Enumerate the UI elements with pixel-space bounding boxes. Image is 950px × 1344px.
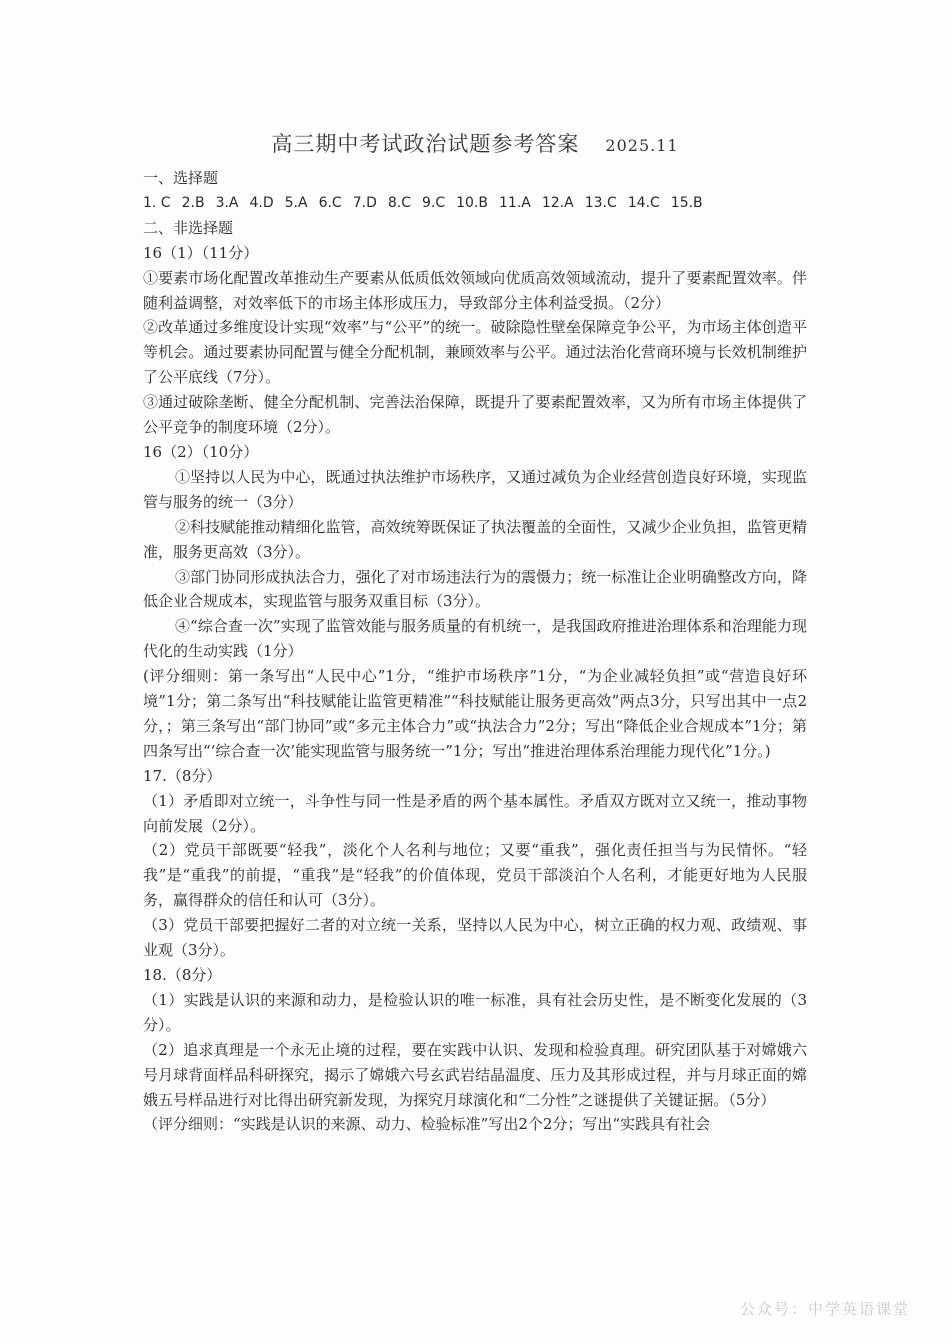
question-18-scoring: （评分细则：“实践是认识的来源、动力、检验标准”写出2个2分；写出“实践具有社会 <box>143 1115 711 1134</box>
question-16-1-point: ②改革通过多维度设计实现“效率”与“公平”的统一。破除隐性壁垒保障竞争公平，为市场主体创造平等机会。通过要素协同配置与健全分配机制，兼顾效率与公平。通过法治化营商环境与长效机制维护了公平底线（7分）。 <box>143 318 807 387</box>
answer-item: 6.C <box>318 194 342 211</box>
answer-item: 14.C <box>627 194 660 211</box>
choice-answers <box>143 191 807 216</box>
question-16-2-point: ④“综合查一次”实现了监管效能与服务质量的有机统一，是我国政府推进治理体系和治理能力现代化的生动实践（1分） <box>143 617 807 661</box>
question-18-point: （2）追求真理是一个永无止境的过程，要在实践中认识、发现和检验真理。研究团队基于对嫦娥六号月球背面样品科研探究，揭示了嫦娥六号玄武岩结晶温度、压力及其形成过程，并与月球正面的嫦娥五号样品进行对比得出研究新发现，为探究月球演化和“二分性”之谜提供了关键证据。（5分） <box>143 1040 807 1109</box>
title-text: 高三期中考试政治试题参考答案 <box>271 132 580 156</box>
question-16-1-point: ③通过破除垄断、健全分配机制、完善法治保障，既提升了要素配置效率，又为所有市场主体提供了公平竞争的制度环境（2分）。 <box>143 393 807 437</box>
question-16-2-scoring: (评分细则：第一条写出“人民中心”1分，“维护市场秩序”1分，“为企业减轻负担”或“营造良好环境”1分；第二条写出“科技赋能让监管更精准”“科技赋能让服务更高效”两点3分，只写出其中一点2分，；第三条写出“部门协同”或“多元主体合力”或“执法合力”2分；写出“降低企业合规成本”1分；第四条写出“‘综合查一次’能实现监管与服务统一”1分；写出“推进治理体系治理能力现代化”1分。) <box>143 667 807 760</box>
content-body <box>143 166 807 1137</box>
question-18-heading: 18.（8分） <box>143 966 222 984</box>
answer-item: 8.C <box>387 194 411 211</box>
section-heading-nonchoice: 二、非选择题 <box>143 218 234 237</box>
question-17-heading: 17.（8分） <box>143 766 222 785</box>
answer-item: 3.A <box>215 194 239 211</box>
answer-item: 10.B <box>456 194 489 211</box>
answer-item: 1. C <box>143 194 171 211</box>
answer-item: 2.B <box>181 194 205 211</box>
question-17-point: （3）党员干部要把握好二者的对立统一关系，坚持以人民为中心，树立正确的权力观、政绩观、事业观（3分）。 <box>143 916 807 960</box>
question-16-2-point: ③部门协同形成执法合力，强化了对市场违法行为的震慑力；统一标准让企业明确整改方向，降低企业合规成本，实现监管与服务双重目标（3分）。 <box>143 567 807 611</box>
question-17-point: （2）党员干部既要“轻我”，淡化个人名利与地位；又要“重我”，强化责任担当与为民情怀。“轻我”是“重我”的前提，“重我”是“轻我”的价值体现，党员干部淡泊个人名利，才能更好地为人民服务，赢得群众的信任和认可（3分）。 <box>143 841 807 910</box>
question-16-2-heading: 16（2）（10分） <box>143 442 259 461</box>
page-title <box>0 128 950 158</box>
answer-item: 7.D <box>352 194 377 211</box>
question-16-2-point: ①坚持以人民为中心，既通过执法维护市场秩序，又通过减负为企业经营创造良好环境，实现监管与服务的统一（3分） <box>143 467 807 511</box>
question-16-1-heading: 16（1）（11分） <box>143 243 259 262</box>
watermark: 公众号：中学英语课堂 <box>739 1300 910 1318</box>
answer-item: 11.A <box>499 194 531 211</box>
question-17-point: （1）矛盾即对立统一，斗争性与同一性是矛盾的两个基本属性。矛盾双方既对立又统一，推动事物向前发展（2分）。 <box>143 791 807 835</box>
question-18-point: （1）实践是认识的来源和动力，是检验认识的唯一标准，具有社会历史性，是不断变化发展的（3分）。 <box>143 990 807 1034</box>
title-date: 2025.11 <box>605 136 679 155</box>
answer-item: 13.C <box>584 194 617 211</box>
answer-item: 12.A <box>541 194 574 211</box>
answer-item: 15.B <box>670 194 703 211</box>
answer-item: 5.A <box>284 194 308 211</box>
question-16-1-point: ①要素市场化配置改革推动生产要素从低质低效领域向优质高效领域流动，提升了要素配置效率。伴随利益调整，对效率低下的市场主体形成压力，导致部分主体利益受损。（2分） <box>143 268 807 312</box>
answer-item: 4.D <box>249 194 274 211</box>
answer-item: 9.C <box>422 194 446 211</box>
question-16-2-point: ②科技赋能推动精细化监管，高效统筹既保证了执法覆盖的全面性，又减少企业负担，监管更精准，服务更高效（3分）。 <box>143 517 807 561</box>
section-heading-choice: 一、选择题 <box>143 169 219 187</box>
